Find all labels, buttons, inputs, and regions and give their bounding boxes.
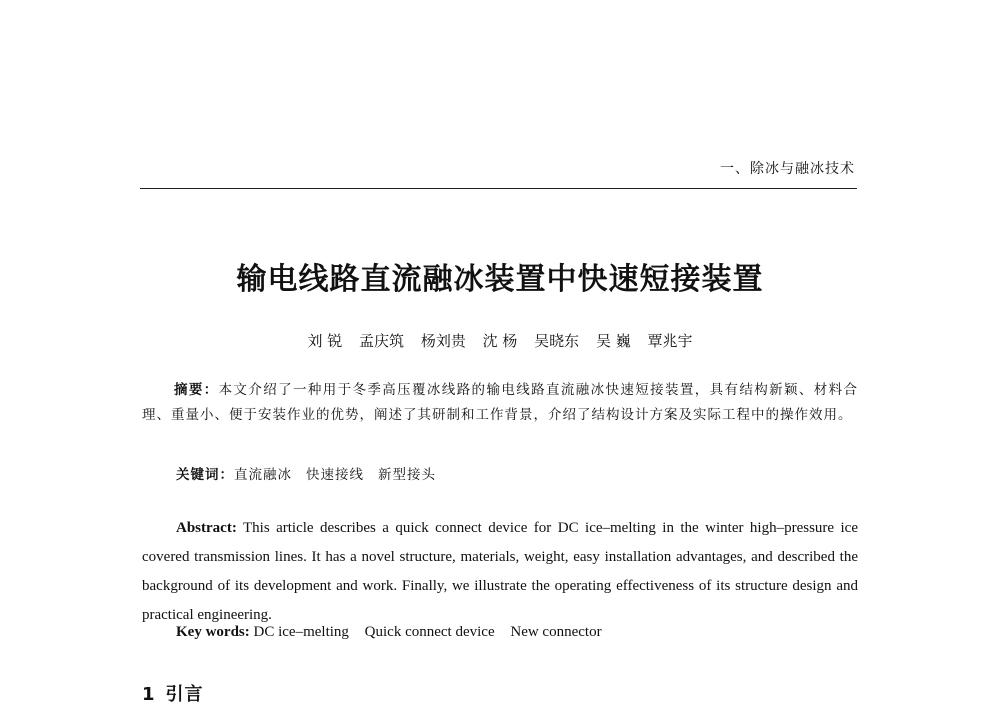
author: 吴晓东 bbox=[534, 332, 580, 350]
author: 沈 杨 bbox=[482, 332, 518, 350]
keyword: 快速接线 bbox=[306, 467, 364, 483]
english-abstract-text: This article describes a quick connect device for DC ice–melting in the winter high–pressure ice covered transmission lines. It has a novel structure, materials, weight, easy installation advantages, and described the background of its development and work. Finally, we illustrate the operating effectiveness of its structure design and practical engineering. bbox=[142, 520, 858, 623]
english-abstract-label: Abstract: bbox=[176, 520, 237, 536]
paper-title: 输电线路直流融冰装置中快速短接装置 bbox=[236, 262, 764, 297]
keyword: 新型接头 bbox=[378, 467, 436, 483]
header-rule bbox=[140, 188, 857, 189]
author-list bbox=[0, 330, 1000, 351]
english-abstract bbox=[142, 514, 858, 630]
author: 孟庆筑 bbox=[359, 332, 405, 350]
keyword: 直流融冰 bbox=[234, 467, 292, 483]
english-keywords-label: Key words: bbox=[176, 624, 250, 640]
author: 覃兆宇 bbox=[647, 332, 693, 350]
author: 杨刘贵 bbox=[420, 332, 466, 350]
keyword: Quick connect device bbox=[364, 624, 495, 640]
english-keywords bbox=[176, 624, 614, 641]
running-header: 一、除冰与融冰技术 bbox=[720, 161, 855, 177]
chinese-abstract-text: 本文介绍了一种用于冬季高压覆冰线路的输电线路直流融冰快速短接装置，具有结构新颖、材料合理、重量小、便于安装作业的优势，阐述了其研制和工作背景，介绍了结构设计方案及实际工程中的操作效用。 bbox=[142, 382, 859, 423]
keyword: New connector bbox=[510, 624, 602, 640]
author: 刘 锐 bbox=[307, 332, 343, 350]
author: 吴 巍 bbox=[595, 332, 631, 350]
section-title: 引言 bbox=[165, 684, 204, 705]
chinese-abstract-label: 摘要： bbox=[174, 382, 219, 398]
section-heading bbox=[142, 680, 204, 706]
chinese-abstract bbox=[142, 378, 858, 428]
section-number: 1 bbox=[142, 684, 156, 705]
chinese-keywords bbox=[176, 463, 450, 483]
chinese-keywords-label: 关键词： bbox=[176, 467, 234, 483]
keyword: DC ice–melting bbox=[253, 624, 349, 640]
